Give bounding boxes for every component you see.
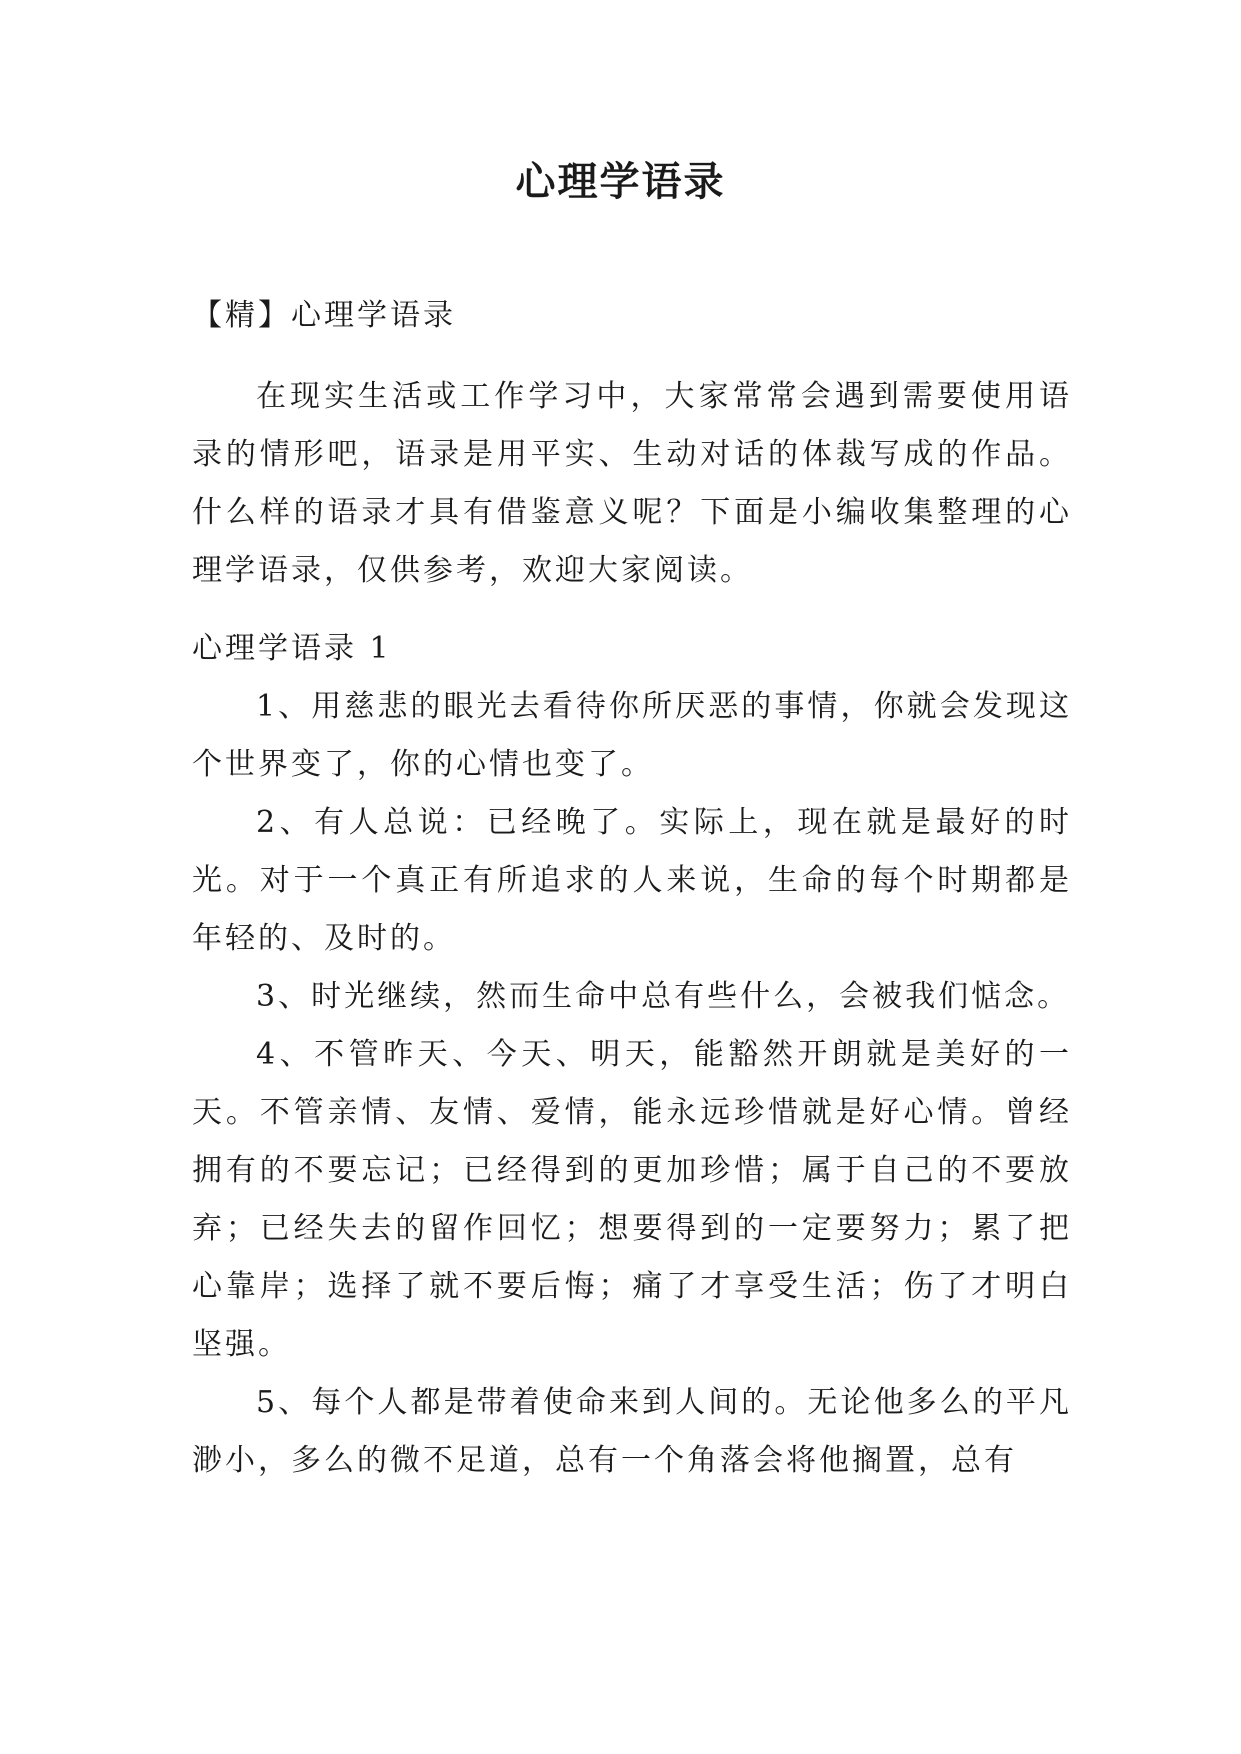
list-item: 5、每个人都是带着使命来到人间的。无论他多么的平凡渺小，多么的微不足道，总有一个角落会将他搁置，总有	[192, 1385, 1072, 1478]
intro-block	[192, 368, 1072, 600]
list-item: 1、用慈悲的眼光去看待你所厌恶的事情，你就会发现这个世界变了，你的心情也变了。	[192, 689, 1072, 782]
section-block	[192, 620, 1072, 1490]
section-heading: 心理学语录 1	[192, 631, 392, 666]
list-item: 4、不管昨天、今天、明天，能豁然开朗就是美好的一天。不管亲情、友情、爱情，能永远珍惜就是好心情。曾经拥有的不要忘记；已经得到的更加珍惜；属于自己的不要放弃；已经失去的留作回忆；想要得到的一定要努力；累了把心靠岸；选择了就不要后悔；痛了才享受生活；伤了才明白坚强。	[192, 1037, 1072, 1362]
list-item: 2、有人总说：已经晚了。实际上，现在就是最好的时光。对于一个真正有所追求的人来说，生命的每个时期都是年轻的、及时的。	[192, 805, 1072, 956]
list-item: 3、时光继续，然而生命中总有些什么，会被我们惦念。	[256, 979, 1071, 1014]
document-subtitle: 【精】心理学语录	[192, 298, 456, 333]
intro-paragraph: 在现实生活或工作学习中，大家常常会遇到需要使用语录的情形吧，语录是用平实、生动对话的体裁写成的作品。什么样的语录才具有借鉴意义呢？下面是小编收集整理的心理学语录，仅供参考，欢迎大家阅读。	[192, 379, 1072, 588]
page-title: 心理学语录	[515, 158, 726, 205]
